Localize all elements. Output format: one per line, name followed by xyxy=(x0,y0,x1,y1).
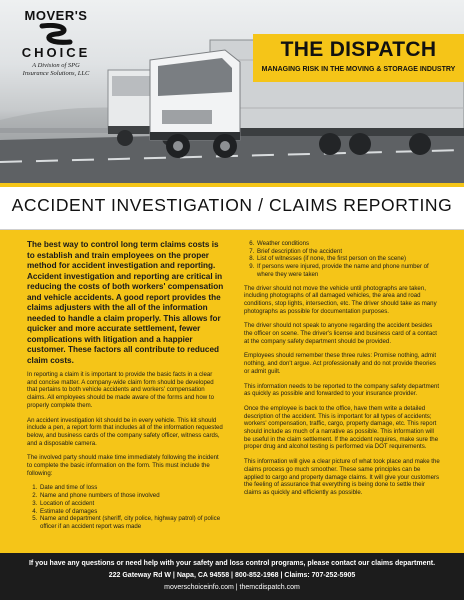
required-info-list-part1 xyxy=(27,484,224,530)
hero-photo xyxy=(0,0,464,183)
logo-sub-line2: Insurance Solutions, LLC xyxy=(22,70,90,77)
footer-address-line xyxy=(0,572,464,579)
left-paragraph-3: The involved party should make time immediately following the incident to complete the basic information on the form. This must include the following: xyxy=(27,454,219,477)
logo-line1: MOVER'S xyxy=(24,8,88,23)
list-item: 1. Date and time of loss xyxy=(39,484,224,492)
contact-footer xyxy=(0,553,464,600)
left-paragraph-1: In reporting a claim it is important to provide the basic facts in a clear and concise matter. A company-wide claim form should be developed that pertains to both vehicle accidents and workers' compensation claims. All employees should be made aware of the forms and how to properly complete them. xyxy=(27,371,214,409)
left-paragraph-2: An accident investigation kit should be in every vehicle. This kit should include a pen, a report form that includes all of the information requested below, and business cards of the company safety officer, witness cards, and a disposable camera. xyxy=(27,416,223,447)
footer-contact-line: If you have any questions or need help with your safety and loss control programs, please contact our claims department. xyxy=(28,560,436,567)
article-body xyxy=(0,230,464,553)
list-item: 4. Estimate of damages xyxy=(39,508,224,516)
banner-subtitle: MANAGING RISK IN THE MOVING & STORAGE INDUSTRY xyxy=(261,66,456,73)
right-paragraph-5: Once the employee is back to the office, have them write a detailed description of the accident. This is important for all types of accidents; workers' compensation, traffic, cargo, property damage, etc. This report should include as much of a narrative as possible. This information will be useful in the claim settlement. If the accident requires, make sure the proper drug and alcohol testing is performed via DOT requirements. xyxy=(244,404,439,451)
footer-websites[interactable]: moverschoiceinfo.com | themcdispatch.com xyxy=(164,584,300,591)
right-paragraph-6: This information will give a clear picture of what took place and make the claims process go much smoother. These same principles can be applied to cargo and property damage claims. It will give your customers the feeling of assurance that everything is being done to settle their claims as quickly and efficiently as possible. xyxy=(244,458,440,496)
footer-claims-phone: 707-252-5905 xyxy=(311,572,356,579)
right-column xyxy=(244,240,441,504)
lead-paragraph: The best way to control long term claims costs is to establish and train employees on the proper method for accident investigation and reporting. Accident investigation and reporting are critical in reducing the costs of both workers' compensation and vehicle accidents. A good report provides the claims adjusters with the all of the information needed to handle a claim properly. This allows for quicker and more accurate settlement, fewer complications with litigation and a happier customer. These factors all contribute to reduced claim costs. xyxy=(27,240,224,365)
left-column xyxy=(27,240,224,537)
list-item: 5. Name and department (sheriff, city police, highway patrol) of police officer if an accident report was made xyxy=(39,515,224,530)
right-paragraph-3: Employees should remember these three rules: Promise nothing, admit nothing, and don't argue. Act professionally and do not provide theories or admit guilt. xyxy=(244,352,437,375)
footer-claims-label: Claims: xyxy=(284,572,310,579)
title-accent-stripe xyxy=(0,183,464,187)
required-info-list-part2 xyxy=(244,240,441,279)
footer-address: 222 Gateway Rd W | Napa, CA 94558 | 800-852-1968 | xyxy=(108,572,283,579)
list-item: 3. Location of accident xyxy=(39,500,224,508)
list-item: 7. Brief description of the accident xyxy=(256,248,441,256)
banner-title: THE DISPATCH xyxy=(280,38,437,61)
right-paragraph-2: The driver should not speak to anyone regarding the accident besides the officer on scene. The driver's license and business card of a contact at the company safety department should be provided. xyxy=(244,322,438,345)
logo-sub-line1: A Division of SPG xyxy=(32,62,80,69)
list-item: 2. Name and phone numbers of those involved xyxy=(39,492,224,500)
logo-subtitle xyxy=(8,62,104,78)
list-item: 8. List of witnesses (if none, the first person on the scene) xyxy=(256,255,441,263)
right-paragraph-1: The driver should not move the vehicle until photographs are taken, including photographs of all damaged vehicles, the area and road conditions, stop lights, intersection, etc. The driver should take as many photographs as possible for documentation purposes. xyxy=(244,284,437,315)
dispatch-banner xyxy=(253,34,464,82)
list-item: 9. If persons were injured, provide the name and phone number of where they were taken xyxy=(256,263,441,278)
title-bar xyxy=(0,183,464,230)
company-logo xyxy=(8,8,104,78)
page-title: ACCIDENT INVESTIGATION / CLAIMS REPORTING xyxy=(11,195,453,215)
logo-line2: CHOICE xyxy=(21,45,91,60)
right-paragraph-4: This information needs to be reported to the company safety department as quickly as possible and forwarded to your insurance provider. xyxy=(244,382,440,398)
logo-swoosh-icon xyxy=(36,23,76,45)
list-item: 6. Weather conditions xyxy=(256,240,441,248)
